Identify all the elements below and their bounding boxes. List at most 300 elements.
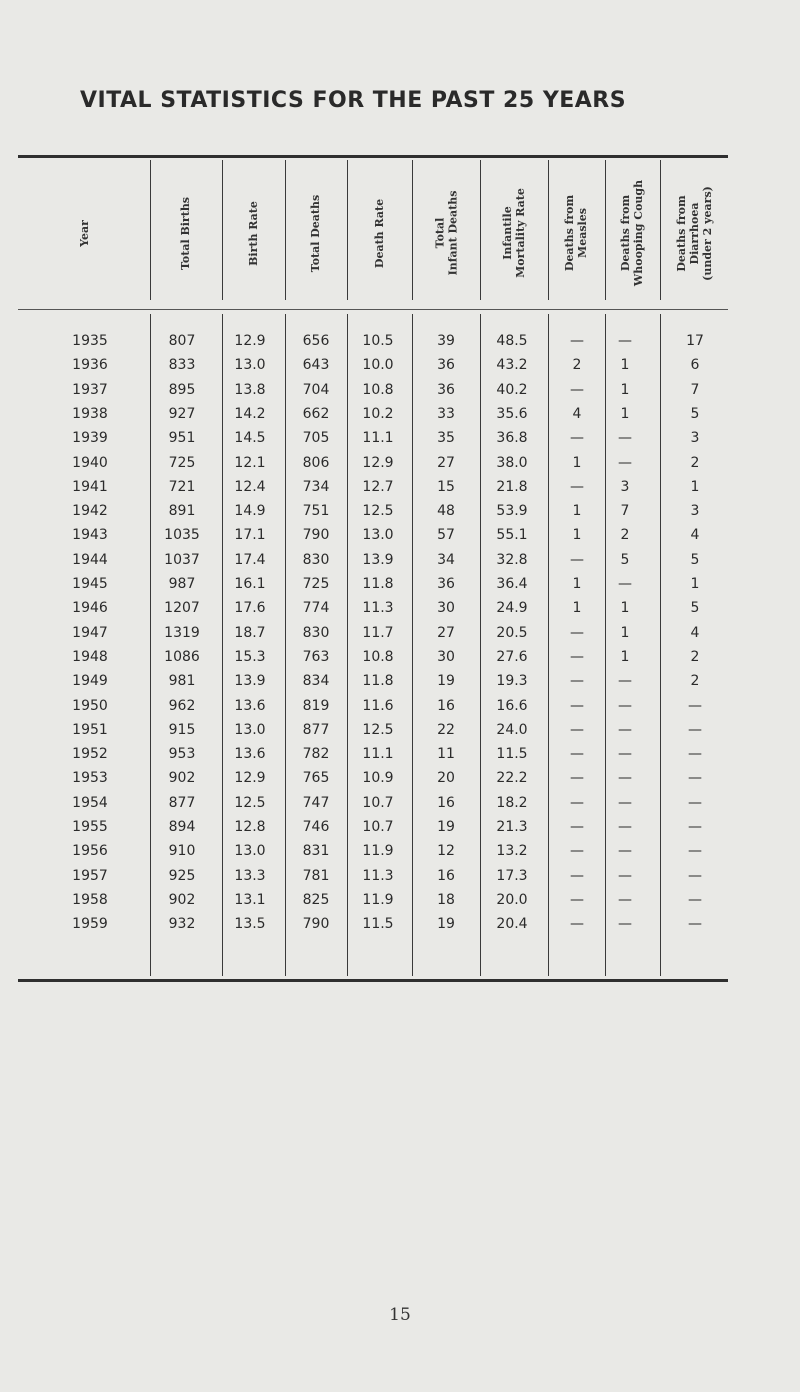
cell-birth-rate: 16.1 bbox=[234, 576, 266, 592]
cell-total-births: 807 bbox=[168, 333, 196, 349]
cell-infantile-mortality-rate: 22.2 bbox=[496, 770, 528, 786]
cell-total-infant-deaths: 57 bbox=[437, 527, 455, 543]
cell-deaths-whooping-cough: — bbox=[618, 795, 632, 811]
cell-birth-rate: 12.9 bbox=[234, 333, 266, 349]
cell-deaths-diarrhoea: — bbox=[688, 868, 702, 884]
cell-infantile-mortality-rate: 32.8 bbox=[496, 552, 528, 568]
cell-total-infant-deaths: 30 bbox=[437, 600, 455, 616]
cell-deaths-measles: 1 bbox=[572, 527, 582, 543]
table-row bbox=[0, 330, 800, 352]
cell-total-infant-deaths: 19 bbox=[437, 819, 455, 835]
cell-year: 1948 bbox=[72, 649, 108, 665]
header-year bbox=[18, 160, 150, 306]
page-number: 15 bbox=[389, 1305, 411, 1325]
cell-deaths-diarrhoea: 5 bbox=[690, 406, 700, 422]
cell-birth-rate: 17.1 bbox=[234, 527, 266, 543]
cell-infantile-mortality-rate: 21.8 bbox=[496, 479, 528, 495]
header-total-deaths bbox=[285, 160, 347, 306]
cell-deaths-measles: — bbox=[570, 479, 584, 495]
cell-birth-rate: 14.9 bbox=[234, 503, 266, 519]
table-row bbox=[0, 427, 800, 449]
table-row bbox=[0, 767, 800, 789]
cell-year: 1955 bbox=[72, 819, 108, 835]
cell-death-rate: 12.5 bbox=[362, 722, 394, 738]
cell-deaths-whooping-cough: — bbox=[618, 673, 632, 689]
cell-infantile-mortality-rate: 36.8 bbox=[496, 430, 528, 446]
table-row bbox=[0, 865, 800, 887]
cell-total-births: 932 bbox=[168, 916, 196, 932]
cell-death-rate: 11.1 bbox=[362, 430, 394, 446]
page-title: VITAL STATISTICS FOR THE PAST 25 YEARS bbox=[80, 88, 627, 113]
cell-total-births: 915 bbox=[168, 722, 196, 738]
cell-year: 1942 bbox=[72, 503, 108, 519]
cell-total-infant-deaths: 35 bbox=[437, 430, 455, 446]
cell-deaths-diarrhoea: — bbox=[688, 819, 702, 835]
cell-total-deaths: 834 bbox=[302, 673, 330, 689]
cell-infantile-mortality-rate: 13.2 bbox=[496, 843, 528, 859]
cell-deaths-diarrhoea: 7 bbox=[690, 382, 700, 398]
cell-total-deaths: 662 bbox=[302, 406, 330, 422]
cell-deaths-measles: 1 bbox=[572, 503, 582, 519]
cell-infantile-mortality-rate: 55.1 bbox=[496, 527, 528, 543]
cell-death-rate: 10.5 bbox=[362, 333, 394, 349]
cell-deaths-diarrhoea: 5 bbox=[690, 552, 700, 568]
cell-deaths-whooping-cough: — bbox=[618, 455, 632, 471]
cell-deaths-diarrhoea: — bbox=[688, 843, 702, 859]
header-divider bbox=[150, 160, 151, 300]
cell-death-rate: 10.2 bbox=[362, 406, 394, 422]
cell-deaths-measles: — bbox=[570, 333, 584, 349]
cell-total-infant-deaths: 11 bbox=[437, 746, 455, 762]
cell-total-births: 981 bbox=[168, 673, 196, 689]
cell-total-births: 891 bbox=[168, 503, 196, 519]
cell-birth-rate: 13.9 bbox=[234, 673, 266, 689]
cell-total-births: 1319 bbox=[164, 625, 200, 641]
cell-deaths-measles: — bbox=[570, 770, 584, 786]
cell-deaths-diarrhoea: — bbox=[688, 746, 702, 762]
cell-year: 1949 bbox=[72, 673, 108, 689]
cell-infantile-mortality-rate: 17.3 bbox=[496, 868, 528, 884]
cell-total-infant-deaths: 20 bbox=[437, 770, 455, 786]
cell-death-rate: 12.7 bbox=[362, 479, 394, 495]
cell-infantile-mortality-rate: 48.5 bbox=[496, 333, 528, 349]
cell-total-infant-deaths: 39 bbox=[437, 333, 455, 349]
cell-death-rate: 11.3 bbox=[362, 600, 394, 616]
cell-deaths-measles: — bbox=[570, 698, 584, 714]
cell-deaths-whooping-cough: — bbox=[618, 698, 632, 714]
cell-infantile-mortality-rate: 16.6 bbox=[496, 698, 528, 714]
cell-total-births: 927 bbox=[168, 406, 196, 422]
cell-death-rate: 11.9 bbox=[362, 892, 394, 908]
cell-death-rate: 10.9 bbox=[362, 770, 394, 786]
cell-total-deaths: 831 bbox=[302, 843, 330, 859]
cell-total-deaths: 704 bbox=[302, 382, 330, 398]
cell-year: 1958 bbox=[72, 892, 108, 908]
cell-infantile-mortality-rate: 36.4 bbox=[496, 576, 528, 592]
header-deaths-whooping-cough bbox=[605, 160, 660, 306]
header-total-births-label: Total Births bbox=[179, 196, 193, 270]
cell-total-deaths: 819 bbox=[302, 698, 330, 714]
cell-death-rate: 10.7 bbox=[362, 819, 394, 835]
header-total-deaths-label: Total Deaths bbox=[309, 194, 323, 272]
cell-deaths-measles: — bbox=[570, 916, 584, 932]
cell-deaths-whooping-cough: — bbox=[618, 868, 632, 884]
cell-total-births: 902 bbox=[168, 770, 196, 786]
cell-total-births: 1035 bbox=[164, 527, 200, 543]
cell-deaths-measles: 1 bbox=[572, 576, 582, 592]
cell-infantile-mortality-rate: 35.6 bbox=[496, 406, 528, 422]
cell-birth-rate: 13.3 bbox=[234, 868, 266, 884]
cell-deaths-measles: — bbox=[570, 649, 584, 665]
cell-birth-rate: 12.1 bbox=[234, 455, 266, 471]
cell-birth-rate: 12.5 bbox=[234, 795, 266, 811]
cell-total-infant-deaths: 27 bbox=[437, 455, 455, 471]
cell-deaths-diarrhoea: 1 bbox=[690, 479, 700, 495]
cell-deaths-diarrhoea: 3 bbox=[690, 430, 700, 446]
cell-total-births: 877 bbox=[168, 795, 196, 811]
cell-death-rate: 11.1 bbox=[362, 746, 394, 762]
cell-deaths-diarrhoea: 6 bbox=[690, 357, 700, 373]
header-total-births bbox=[150, 160, 222, 306]
cell-total-deaths: 877 bbox=[302, 722, 330, 738]
table-row bbox=[0, 452, 800, 474]
cell-death-rate: 11.5 bbox=[362, 916, 394, 932]
cell-deaths-diarrhoea: 4 bbox=[690, 527, 700, 543]
cell-total-deaths: 705 bbox=[302, 430, 330, 446]
cell-total-infant-deaths: 12 bbox=[437, 843, 455, 859]
cell-year: 1952 bbox=[72, 746, 108, 762]
cell-death-rate: 10.8 bbox=[362, 382, 394, 398]
cell-deaths-measles: — bbox=[570, 552, 584, 568]
header-divider bbox=[548, 160, 549, 300]
table-row bbox=[0, 719, 800, 741]
table-row bbox=[0, 670, 800, 692]
cell-infantile-mortality-rate: 19.3 bbox=[496, 673, 528, 689]
table-row bbox=[0, 792, 800, 814]
cell-death-rate: 12.9 bbox=[362, 455, 394, 471]
cell-birth-rate: 13.0 bbox=[234, 357, 266, 373]
cell-deaths-whooping-cough: — bbox=[618, 430, 632, 446]
cell-total-infant-deaths: 18 bbox=[437, 892, 455, 908]
cell-infantile-mortality-rate: 11.5 bbox=[496, 746, 528, 762]
header-infantile-mortality-rate-label: Infantile Mortality Rate bbox=[501, 188, 527, 278]
table-row bbox=[0, 840, 800, 862]
cell-total-infant-deaths: 27 bbox=[437, 625, 455, 641]
cell-deaths-diarrhoea: 4 bbox=[690, 625, 700, 641]
cell-deaths-whooping-cough: — bbox=[618, 722, 632, 738]
cell-death-rate: 11.8 bbox=[362, 576, 394, 592]
cell-total-deaths: 830 bbox=[302, 552, 330, 568]
header-total-infant-deaths-label: Total Infant Deaths bbox=[433, 190, 460, 276]
cell-death-rate: 11.9 bbox=[362, 843, 394, 859]
table-row bbox=[0, 379, 800, 401]
cell-birth-rate: 13.6 bbox=[234, 698, 266, 714]
cell-deaths-whooping-cough: 1 bbox=[620, 357, 630, 373]
cell-deaths-measles: 1 bbox=[572, 600, 582, 616]
cell-birth-rate: 14.2 bbox=[234, 406, 266, 422]
header-divider bbox=[412, 160, 413, 300]
header-deaths-measles bbox=[548, 160, 605, 306]
cell-total-infant-deaths: 30 bbox=[437, 649, 455, 665]
cell-total-births: 833 bbox=[168, 357, 196, 373]
cell-deaths-whooping-cough: 1 bbox=[620, 625, 630, 641]
cell-total-infant-deaths: 16 bbox=[437, 795, 455, 811]
cell-death-rate: 13.9 bbox=[362, 552, 394, 568]
cell-death-rate: 11.6 bbox=[362, 698, 394, 714]
cell-total-deaths: 790 bbox=[302, 527, 330, 543]
cell-deaths-measles: 2 bbox=[572, 357, 582, 373]
cell-total-deaths: 830 bbox=[302, 625, 330, 641]
cell-deaths-diarrhoea: 3 bbox=[690, 503, 700, 519]
cell-total-deaths: 765 bbox=[302, 770, 330, 786]
table-top-rule bbox=[18, 155, 728, 158]
cell-year: 1938 bbox=[72, 406, 108, 422]
cell-birth-rate: 17.6 bbox=[234, 600, 266, 616]
cell-total-births: 953 bbox=[168, 746, 196, 762]
cell-birth-rate: 13.0 bbox=[234, 843, 266, 859]
cell-birth-rate: 13.0 bbox=[234, 722, 266, 738]
cell-death-rate: 12.5 bbox=[362, 503, 394, 519]
table-row bbox=[0, 622, 800, 644]
cell-deaths-whooping-cough: — bbox=[618, 892, 632, 908]
cell-deaths-measles: — bbox=[570, 892, 584, 908]
cell-infantile-mortality-rate: 21.3 bbox=[496, 819, 528, 835]
cell-total-deaths: 790 bbox=[302, 916, 330, 932]
header-death-rate-label: Death Rate bbox=[373, 198, 386, 268]
table-row bbox=[0, 549, 800, 571]
cell-total-infant-deaths: 36 bbox=[437, 357, 455, 373]
cell-birth-rate: 17.4 bbox=[234, 552, 266, 568]
cell-birth-rate: 12.8 bbox=[234, 819, 266, 835]
header-deaths-diarrhoea-label: Deaths from Diarrhoea (under 2 years) bbox=[674, 185, 714, 281]
cell-year: 1941 bbox=[72, 479, 108, 495]
header-divider bbox=[222, 160, 223, 300]
cell-infantile-mortality-rate: 20.4 bbox=[496, 916, 528, 932]
cell-year: 1953 bbox=[72, 770, 108, 786]
cell-total-deaths: 656 bbox=[302, 333, 330, 349]
cell-infantile-mortality-rate: 24.9 bbox=[496, 600, 528, 616]
cell-year: 1943 bbox=[72, 527, 108, 543]
cell-infantile-mortality-rate: 20.0 bbox=[496, 892, 528, 908]
cell-total-births: 910 bbox=[168, 843, 196, 859]
cell-death-rate: 10.7 bbox=[362, 795, 394, 811]
header-divider bbox=[285, 160, 286, 300]
cell-year: 1939 bbox=[72, 430, 108, 446]
cell-birth-rate: 14.5 bbox=[234, 430, 266, 446]
header-divider bbox=[480, 160, 481, 300]
cell-total-infant-deaths: 34 bbox=[437, 552, 455, 568]
cell-total-infant-deaths: 16 bbox=[437, 698, 455, 714]
table-bottom-rule bbox=[18, 979, 728, 982]
cell-deaths-whooping-cough: 1 bbox=[620, 600, 630, 616]
cell-total-infant-deaths: 15 bbox=[437, 479, 455, 495]
cell-year: 1950 bbox=[72, 698, 108, 714]
cell-total-deaths: 806 bbox=[302, 455, 330, 471]
header-deaths-diarrhoea bbox=[660, 160, 728, 306]
cell-deaths-measles: — bbox=[570, 819, 584, 835]
cell-deaths-diarrhoea: — bbox=[688, 892, 702, 908]
table-row bbox=[0, 913, 800, 935]
cell-total-deaths: 781 bbox=[302, 868, 330, 884]
cell-total-births: 725 bbox=[168, 455, 196, 471]
cell-total-deaths: 825 bbox=[302, 892, 330, 908]
cell-total-births: 951 bbox=[168, 430, 196, 446]
cell-year: 1935 bbox=[72, 333, 108, 349]
cell-total-births: 895 bbox=[168, 382, 196, 398]
cell-total-infant-deaths: 22 bbox=[437, 722, 455, 738]
cell-deaths-whooping-cough: 3 bbox=[620, 479, 630, 495]
cell-total-births: 721 bbox=[168, 479, 196, 495]
cell-deaths-whooping-cough: — bbox=[618, 333, 632, 349]
cell-deaths-whooping-cough: 2 bbox=[620, 527, 630, 543]
cell-year: 1954 bbox=[72, 795, 108, 811]
cell-deaths-measles: — bbox=[570, 746, 584, 762]
cell-deaths-whooping-cough: 1 bbox=[620, 382, 630, 398]
cell-infantile-mortality-rate: 20.5 bbox=[496, 625, 528, 641]
cell-total-infant-deaths: 19 bbox=[437, 673, 455, 689]
cell-year: 1957 bbox=[72, 868, 108, 884]
cell-deaths-measles: — bbox=[570, 430, 584, 446]
table-row bbox=[0, 354, 800, 376]
cell-deaths-diarrhoea: 2 bbox=[690, 649, 700, 665]
cell-infantile-mortality-rate: 43.2 bbox=[496, 357, 528, 373]
cell-year: 1936 bbox=[72, 357, 108, 373]
cell-birth-rate: 12.4 bbox=[234, 479, 266, 495]
cell-year: 1944 bbox=[72, 552, 108, 568]
cell-year: 1956 bbox=[72, 843, 108, 859]
cell-deaths-whooping-cough: — bbox=[618, 843, 632, 859]
cell-total-births: 1037 bbox=[164, 552, 200, 568]
table-row bbox=[0, 500, 800, 522]
cell-death-rate: 11.7 bbox=[362, 625, 394, 641]
cell-death-rate: 13.0 bbox=[362, 527, 394, 543]
cell-deaths-diarrhoea: 5 bbox=[690, 600, 700, 616]
cell-total-births: 962 bbox=[168, 698, 196, 714]
header-infantile-mortality-rate bbox=[480, 160, 548, 306]
cell-deaths-whooping-cough: — bbox=[618, 576, 632, 592]
cell-deaths-diarrhoea: 2 bbox=[690, 455, 700, 471]
cell-infantile-mortality-rate: 53.9 bbox=[496, 503, 528, 519]
cell-total-infant-deaths: 19 bbox=[437, 916, 455, 932]
cell-total-deaths: 643 bbox=[302, 357, 330, 373]
table-header-rule bbox=[18, 309, 728, 310]
cell-death-rate: 10.0 bbox=[362, 357, 394, 373]
table-row bbox=[0, 646, 800, 668]
cell-birth-rate: 13.8 bbox=[234, 382, 266, 398]
cell-deaths-measles: — bbox=[570, 722, 584, 738]
cell-deaths-measles: — bbox=[570, 795, 584, 811]
cell-total-births: 987 bbox=[168, 576, 196, 592]
table-row bbox=[0, 889, 800, 911]
cell-death-rate: 11.3 bbox=[362, 868, 394, 884]
cell-deaths-whooping-cough: 1 bbox=[620, 649, 630, 665]
table-row bbox=[0, 573, 800, 595]
table-row bbox=[0, 816, 800, 838]
cell-year: 1937 bbox=[72, 382, 108, 398]
cell-deaths-measles: — bbox=[570, 673, 584, 689]
cell-deaths-whooping-cough: — bbox=[618, 746, 632, 762]
cell-deaths-measles: 1 bbox=[572, 455, 582, 471]
cell-total-deaths: 763 bbox=[302, 649, 330, 665]
cell-deaths-whooping-cough: 1 bbox=[620, 406, 630, 422]
header-death-rate bbox=[347, 160, 412, 306]
cell-deaths-whooping-cough: 5 bbox=[620, 552, 630, 568]
header-total-infant-deaths bbox=[412, 160, 480, 306]
cell-deaths-measles: — bbox=[570, 625, 584, 641]
cell-deaths-whooping-cough: — bbox=[618, 770, 632, 786]
cell-year: 1946 bbox=[72, 600, 108, 616]
table-row bbox=[0, 524, 800, 546]
cell-deaths-diarrhoea: — bbox=[688, 770, 702, 786]
cell-total-deaths: 782 bbox=[302, 746, 330, 762]
cell-total-deaths: 747 bbox=[302, 795, 330, 811]
cell-birth-rate: 13.6 bbox=[234, 746, 266, 762]
cell-deaths-diarrhoea: — bbox=[688, 916, 702, 932]
cell-total-deaths: 725 bbox=[302, 576, 330, 592]
cell-infantile-mortality-rate: 18.2 bbox=[496, 795, 528, 811]
cell-year: 1959 bbox=[72, 916, 108, 932]
header-deaths-measles-label: Deaths from Measles bbox=[563, 194, 590, 272]
table-row bbox=[0, 597, 800, 619]
cell-infantile-mortality-rate: 24.0 bbox=[496, 722, 528, 738]
cell-deaths-diarrhoea: 2 bbox=[690, 673, 700, 689]
header-deaths-whooping-cough-label: Deaths from Whooping Cough bbox=[619, 179, 646, 287]
cell-total-deaths: 774 bbox=[302, 600, 330, 616]
cell-deaths-diarrhoea: — bbox=[688, 795, 702, 811]
table-row bbox=[0, 743, 800, 765]
cell-total-infant-deaths: 48 bbox=[437, 503, 455, 519]
cell-year: 1947 bbox=[72, 625, 108, 641]
cell-year: 1945 bbox=[72, 576, 108, 592]
cell-deaths-whooping-cough: — bbox=[618, 819, 632, 835]
cell-death-rate: 11.8 bbox=[362, 673, 394, 689]
cell-year: 1940 bbox=[72, 455, 108, 471]
table-row bbox=[0, 695, 800, 717]
header-year-label: Year bbox=[77, 219, 91, 247]
cell-total-births: 1086 bbox=[164, 649, 200, 665]
cell-death-rate: 10.8 bbox=[362, 649, 394, 665]
cell-year: 1951 bbox=[72, 722, 108, 738]
cell-deaths-measles: — bbox=[570, 868, 584, 884]
cell-deaths-whooping-cough: 7 bbox=[620, 503, 630, 519]
cell-total-infant-deaths: 36 bbox=[437, 576, 455, 592]
cell-birth-rate: 15.3 bbox=[234, 649, 266, 665]
cell-deaths-measles: 4 bbox=[572, 406, 582, 422]
cell-total-births: 1207 bbox=[164, 600, 200, 616]
cell-deaths-diarrhoea: 17 bbox=[686, 333, 704, 349]
cell-deaths-whooping-cough: — bbox=[618, 916, 632, 932]
cell-deaths-diarrhoea: 1 bbox=[690, 576, 700, 592]
cell-total-births: 902 bbox=[168, 892, 196, 908]
header-birth-rate bbox=[222, 160, 285, 306]
table-row bbox=[0, 476, 800, 498]
cell-infantile-mortality-rate: 38.0 bbox=[496, 455, 528, 471]
table-row bbox=[0, 403, 800, 425]
cell-total-infant-deaths: 33 bbox=[437, 406, 455, 422]
cell-total-births: 894 bbox=[168, 819, 196, 835]
cell-infantile-mortality-rate: 40.2 bbox=[496, 382, 528, 398]
cell-birth-rate: 13.5 bbox=[234, 916, 266, 932]
cell-total-deaths: 751 bbox=[302, 503, 330, 519]
header-divider bbox=[347, 160, 348, 300]
cell-birth-rate: 13.1 bbox=[234, 892, 266, 908]
cell-birth-rate: 18.7 bbox=[234, 625, 266, 641]
cell-deaths-measles: — bbox=[570, 382, 584, 398]
header-birth-rate-label: Birth Rate bbox=[247, 200, 260, 266]
cell-total-infant-deaths: 36 bbox=[437, 382, 455, 398]
header-divider bbox=[605, 160, 606, 300]
cell-deaths-measles: — bbox=[570, 843, 584, 859]
